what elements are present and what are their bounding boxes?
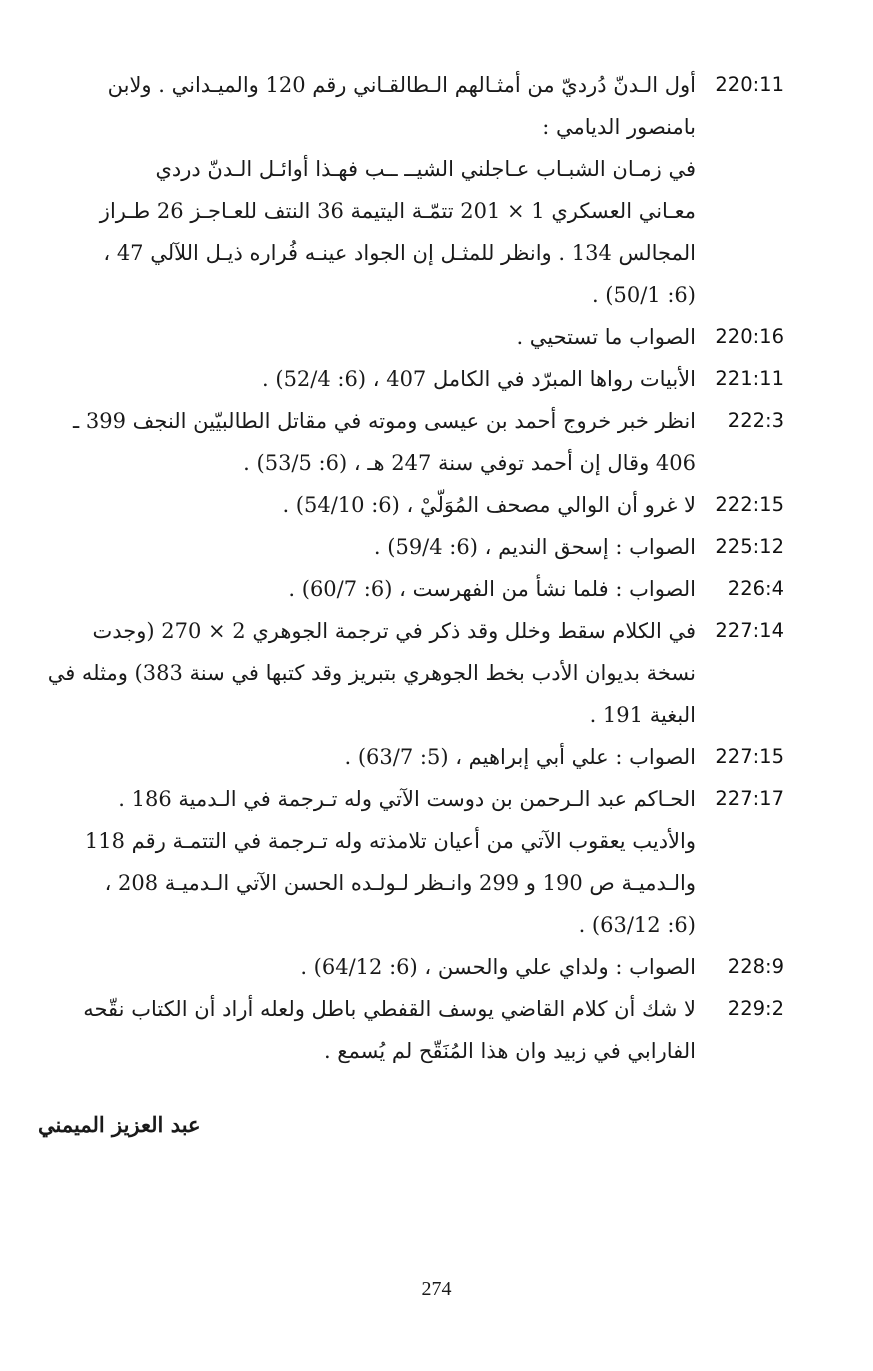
entry-reference: 221:11 [715, 367, 784, 390]
correction-entry [36, 484, 784, 526]
entry-reference: 228:9 [727, 955, 784, 978]
entry-line: الصواب : إسحق النديم ، (6: 59/4) . [373, 535, 696, 559]
entry-reference: 227:17 [715, 787, 784, 810]
entry-reference: 222:3 [727, 409, 784, 432]
entry-line: والـدميـة ص 190 و 299 وانـظر لـولـده الحسن الآتي الـدميـة 208 ، [104, 871, 696, 895]
entry-reference: 226:4 [727, 577, 784, 600]
entry-reference: 220:11 [715, 73, 784, 96]
entry-reference: 227:14 [715, 619, 784, 642]
entry-line: بامنصور الديامي : [542, 115, 696, 139]
correction-entry [36, 358, 784, 400]
entry-line: انظر خبر خروج أحمد بن عيسى وموته في مقاتل الطالبيّين النجف 399 ـ [73, 409, 696, 433]
entry-line: في الكلام سقط وخلل وقد ذكر في ترجمة الجوهري 2 × 270 (وجدت [92, 619, 696, 643]
entry-line: المجالس 134 . وانظر للمثـل إن الجواد عينـه فُراره ذيـل اللآلي 47 ، [103, 241, 696, 265]
entry-line: معـاني العسكري 1 × 201 تتمّـة اليتيمة 36 النتف للعـاجـز 26 طـراز [99, 199, 696, 223]
entry-line: (6: 63/12) . [578, 913, 696, 937]
entry-line: (6: 50/1) . [591, 283, 696, 307]
entry-reference: 227:15 [715, 745, 784, 768]
entry-line: البغية 191 . [589, 703, 696, 727]
entry-reference: 220:16 [715, 325, 784, 348]
author-signature: عبد العزيز الميمني [38, 1112, 201, 1137]
entry-line: 406 وقال إن أحمد توفي سنة 247 هـ ، (6: 53/5) . [243, 451, 696, 475]
correction-entry [36, 988, 784, 1072]
correction-entry [36, 400, 784, 484]
correction-entry [36, 64, 784, 316]
entry-line: والأديب يعقوب الآتي من أعيان تلامذته وله تـرجمة في التتمـة رقم 118 [84, 829, 696, 853]
correction-entry [36, 316, 784, 358]
entry-line: الحـاكم عبد الـرحمن بن دوست الآتي وله تـرجمة في الـدمية 186 . [118, 787, 696, 811]
entry-line: لا شك أن كلام القاضي يوسف القفطي باطل ولعله أراد أن الكتاب نقّحه [83, 997, 696, 1021]
entry-reference: 229:2 [727, 997, 784, 1020]
entry-line: الفارابي في زبيد وان هذا المُنَقّح لم يُسمع . [323, 1039, 696, 1063]
entry-line: الصواب ما تستحيي . [516, 325, 696, 349]
correction-entry [36, 610, 784, 736]
page-number: 274 [421, 1278, 452, 1300]
correction-entry [36, 526, 784, 568]
entry-line: لا غرو أن الوالي مصحف المُوَلّيْ ، (6: 54/10) . [282, 493, 696, 517]
correction-entry [36, 568, 784, 610]
entry-line: الصواب : ولداي علي والحسن ، (6: 64/12) . [300, 955, 696, 979]
correction-entry [36, 946, 784, 988]
entry-line: في زمـان الشبـاب عـاجلني الشيــ ــب فهـذا أوائـل الـدنّ دردي [155, 157, 696, 181]
entry-line: أول الـدنّ دُرديّ من أمثـالهم الـطالقـاني رقم 120 والميـداني . ولابن [107, 73, 696, 97]
entry-reference: 222:15 [715, 493, 784, 516]
entry-line: نسخة بديوان الأدب بخط الجوهري بتبريز وقد كتبها في سنة 383) ومثله في [47, 661, 696, 685]
entry-line: الصواب : فلما نشأ من الفهرست ، (6: 60/7) . [288, 577, 696, 601]
correction-entry [36, 778, 784, 946]
entry-reference: 225:12 [715, 535, 784, 558]
entry-line: الأبيات رواها المبرّد في الكامل 407 ، (6: 52/4) . [262, 367, 696, 391]
corrections-list [36, 64, 784, 1072]
entry-line: الصواب : علي أبي إبراهيم ، (5: 63/7) . [344, 745, 696, 769]
correction-entry [36, 736, 784, 778]
